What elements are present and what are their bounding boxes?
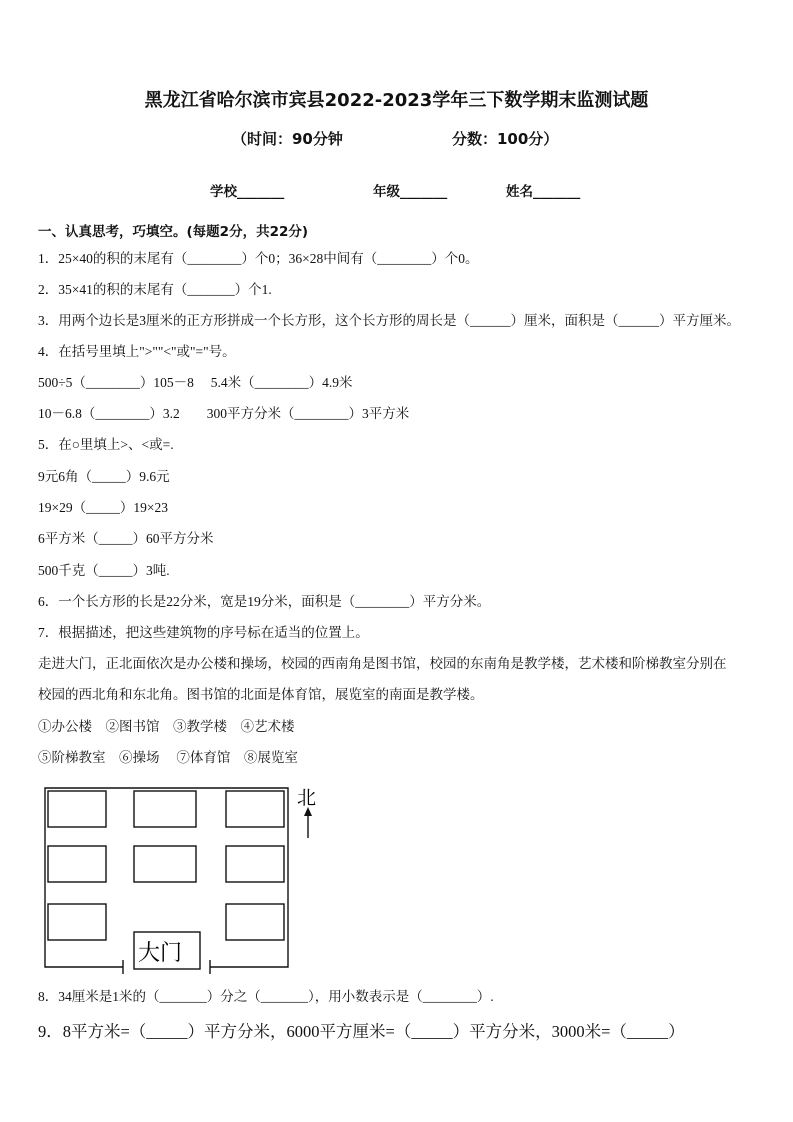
building-southwest (48, 904, 106, 940)
north-label: 北 (297, 787, 317, 809)
question-8: 8．34厘米是1米的（_______）分之（_______），用小数表示是（________）. (38, 989, 494, 1004)
question-4: 4．在括号里填上">""<"或"="号。 (38, 344, 236, 359)
question-2: 2．35×41的积的末尾有（_______）个1. (38, 282, 272, 297)
question-9: 9．8平方米=（_____）平方分米，6000平方厘米=（_____）平方分米，3000米=（_____） (38, 1022, 685, 1041)
building-east (226, 846, 284, 882)
page-title: 黑龙江省哈尔滨市宾县2022-2023学年三下数学期末监测试题 (144, 90, 649, 111)
school-field: 学校_______ (210, 184, 285, 200)
gate-label: 大门 (138, 941, 183, 966)
question-7-desc-1: 走进大门，正北面依次是办公楼和操场，校园的西南角是图书馆，校园的东南角是教学楼，艺术楼和阶梯教室分别在 (38, 656, 727, 671)
building-west (48, 846, 106, 882)
question-3: 3．用两个边长是3厘米的正方形拼成一个长方形，这个长方形的周长是（______）厘米，面积是（______）平方厘米。 (38, 313, 740, 328)
question-1: 1．25×40的积的末尾有（________）个0；36×28中间有（________）个0。 (38, 251, 479, 266)
exam-score: 分数：100分） (452, 130, 559, 148)
exam-time: （时间：90分钟 (232, 130, 343, 148)
question-5: 5．在○里填上>、<或=. (38, 437, 174, 452)
question-5a: 9元6角（_____）9.6元 (38, 469, 170, 484)
grade-field: 年级_______ (373, 184, 448, 200)
question-7-options-1: ①办公楼 ②图书馆 ③教学楼 ④艺术楼 (38, 719, 295, 734)
building-northwest (48, 791, 106, 827)
question-4a: 500÷5（________）105－8 5.4米（________）4.9米 (38, 375, 353, 390)
building-southeast (226, 904, 284, 940)
building-north (134, 791, 196, 827)
question-5d: 500千克（_____）3吨. (38, 563, 170, 578)
building-northeast (226, 791, 284, 827)
section-heading: 一、认真思考，巧填空。(每题2分，共22分) (38, 224, 309, 240)
question-4b: 10－6.8（________）3.2 300平方分米（________）3平方米 (38, 406, 410, 421)
question-6: 6．一个长方形的长是22分米，宽是19分米，面积是（________）平方分米。 (38, 594, 491, 609)
question-5b: 19×29（_____）19×23 (38, 500, 168, 515)
building-center (134, 846, 196, 882)
name-field: 姓名_______ (506, 184, 581, 200)
campus-map (38, 780, 338, 980)
question-5c: 6平方米（_____）60平方分米 (38, 531, 214, 546)
question-7-options-2: ⑤阶梯教室 ⑥操场 ⑦体育馆 ⑧展览室 (38, 750, 298, 765)
question-7-desc-2: 校园的西北角和东北角。图书馆的北面是体育馆，展览室的南面是教学楼。 (38, 687, 484, 702)
question-7: 7．根据描述，把这些建筑物的序号标在适当的位置上。 (38, 625, 369, 640)
